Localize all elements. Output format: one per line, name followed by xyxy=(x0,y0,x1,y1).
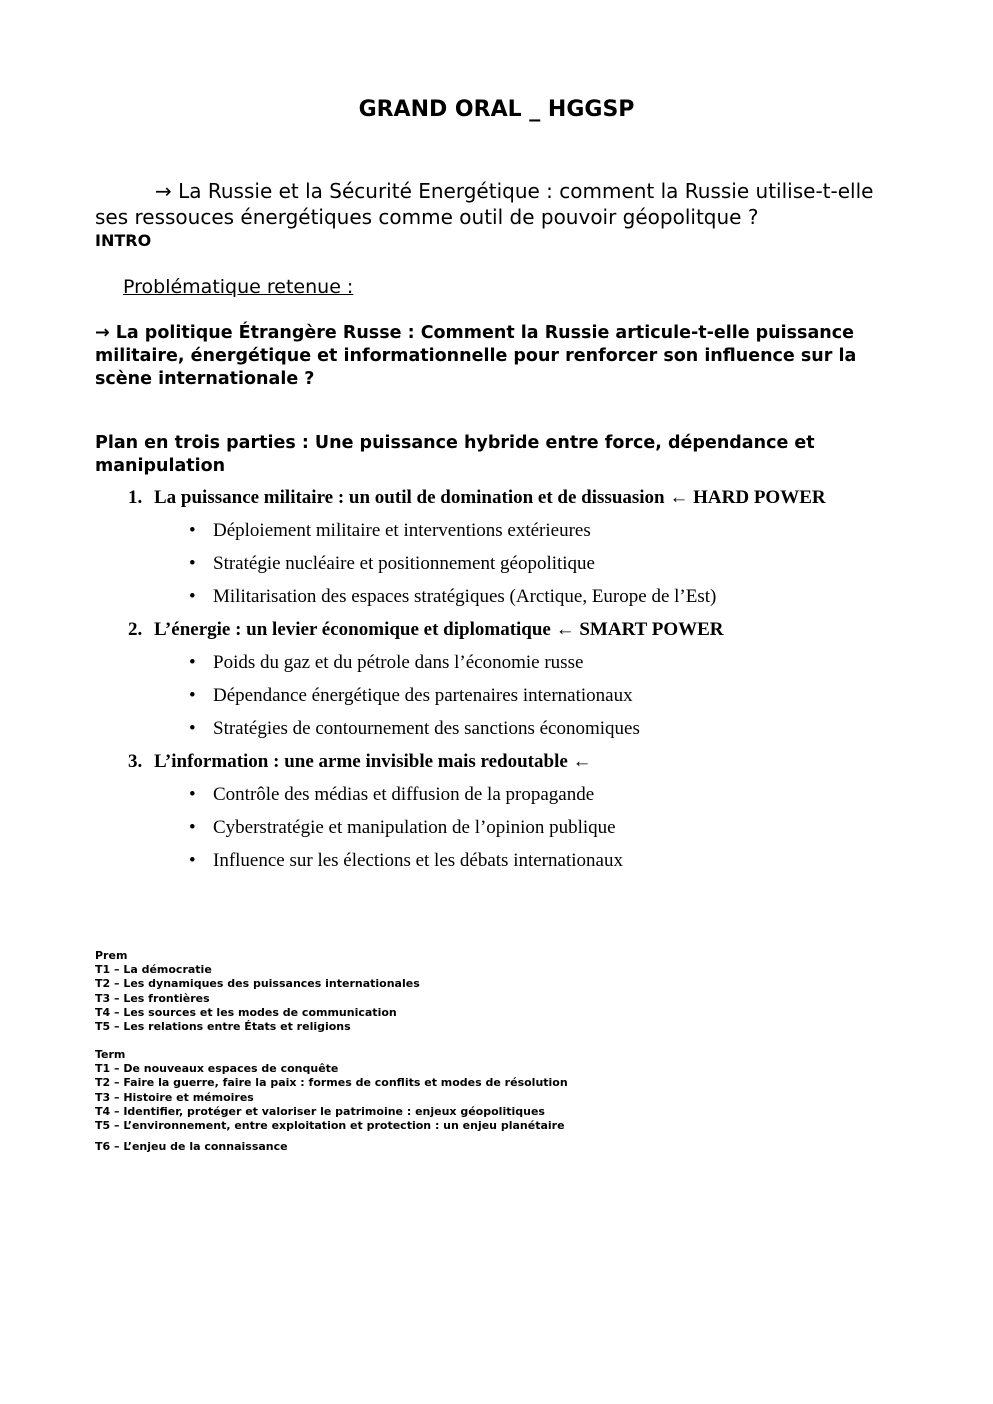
bullet-icon: • xyxy=(189,685,196,706)
bullet-icon: • xyxy=(189,553,196,574)
prem-themes xyxy=(95,949,420,1034)
plan-part xyxy=(128,485,826,511)
themes-label: Prem xyxy=(95,949,128,962)
bullet-text: Cyberstratégie et manipulation de l’opinion publique xyxy=(213,817,616,838)
theme-item: T1 – De nouveaux espaces de conquête xyxy=(95,1062,339,1076)
bullet-text: Contrôle des médias et diffusion de la propagande xyxy=(213,784,595,805)
intro-heading: INTRO xyxy=(95,231,152,250)
bullet-icon: • xyxy=(189,586,196,607)
bullet-icon: • xyxy=(189,784,196,805)
bullet-icon: • xyxy=(189,850,196,871)
theme-item: T2 – Faire la guerre, faire la paix : formes de conflits et modes de résolution xyxy=(95,1076,568,1090)
bullet-icon: • xyxy=(189,520,196,541)
problematique-text: → La politique Étrangère Russe : Comment la Russie articule-t-elle puissance militaire, énergétique et informationnelle pour renforcer son influence sur la scène internationale ? xyxy=(95,323,857,389)
part-title: La puissance militaire : un outil de domination et de dissuasion ← HARD POWER xyxy=(154,487,826,508)
bullet-text: Stratégies de contournement des sanctions économiques xyxy=(213,718,640,739)
term-themes xyxy=(95,1048,568,1154)
theme-item: T6 – L’enjeu de la connaissance xyxy=(95,1140,288,1154)
plan-bullet xyxy=(189,551,595,577)
plan-title: Plan en trois parties : Une puissance hybride entre force, dépendance et manipulation xyxy=(95,433,815,476)
plan-part xyxy=(128,749,592,775)
theme-item: T4 – Identifier, protéger et valoriser le patrimoine : enjeux géopolitiques xyxy=(95,1104,545,1118)
bullet-text: Déploiement militaire et interventions extérieures xyxy=(213,520,591,541)
part-number: 2. xyxy=(128,619,143,640)
theme-item: T5 – L’environnement, entre exploitation et protection : un enjeu planétaire xyxy=(95,1119,565,1133)
plan-bullet xyxy=(189,815,616,841)
plan-part xyxy=(128,617,724,643)
plan-bullet xyxy=(189,518,591,544)
theme-item: T3 – Les frontières xyxy=(95,991,210,1005)
plan-bullet xyxy=(189,683,633,709)
plan-bullet xyxy=(189,848,623,874)
bullet-text: Dépendance énergétique des partenaires internationaux xyxy=(213,685,633,706)
bullet-text: Poids du gaz et du pétrole dans l’économie russe xyxy=(213,652,584,673)
bullet-text: Stratégie nucléaire et positionnement géopolitique xyxy=(213,553,595,574)
bullet-text: Influence sur les élections et les débats internationaux xyxy=(213,850,623,871)
theme-item: T4 – Les sources et les modes de communication xyxy=(95,1005,397,1019)
theme-item: T5 – Les relations entre États et religions xyxy=(95,1020,351,1034)
problematique-label: Problématique retenue : xyxy=(123,276,354,298)
bullet-text: Militarisation des espaces stratégiques (Arctique, Europe de l’Est) xyxy=(213,586,717,607)
themes-label: Term xyxy=(95,1048,126,1061)
part-title: L’information : une arme invisible mais redoutable ← xyxy=(154,751,592,772)
document-title: GRAND ORAL _ HGGSP xyxy=(358,97,635,122)
plan-bullet xyxy=(189,716,640,742)
bullet-icon: • xyxy=(189,718,196,739)
part-title: L’énergie : un levier économique et diplomatique ← SMART POWER xyxy=(154,619,724,640)
bullet-icon: • xyxy=(189,652,196,673)
bullet-icon: • xyxy=(189,817,196,838)
theme-item: T2 – Les dynamiques des puissances internationales xyxy=(95,977,420,991)
theme-item: T1 – La démocratie xyxy=(95,963,212,977)
plan-bullet xyxy=(189,584,716,610)
plan-bullet xyxy=(189,782,594,808)
plan-bullet xyxy=(189,650,583,676)
subject-question: → La Russie et la Sécurité Energétique : comment la Russie utilise-t-elle ses ressouces énergétiques comme outil de pouvoir géopolitque ? xyxy=(95,179,874,229)
part-number: 1. xyxy=(128,487,143,508)
theme-item: T3 – Histoire et mémoires xyxy=(95,1090,254,1104)
part-number: 3. xyxy=(128,751,143,772)
